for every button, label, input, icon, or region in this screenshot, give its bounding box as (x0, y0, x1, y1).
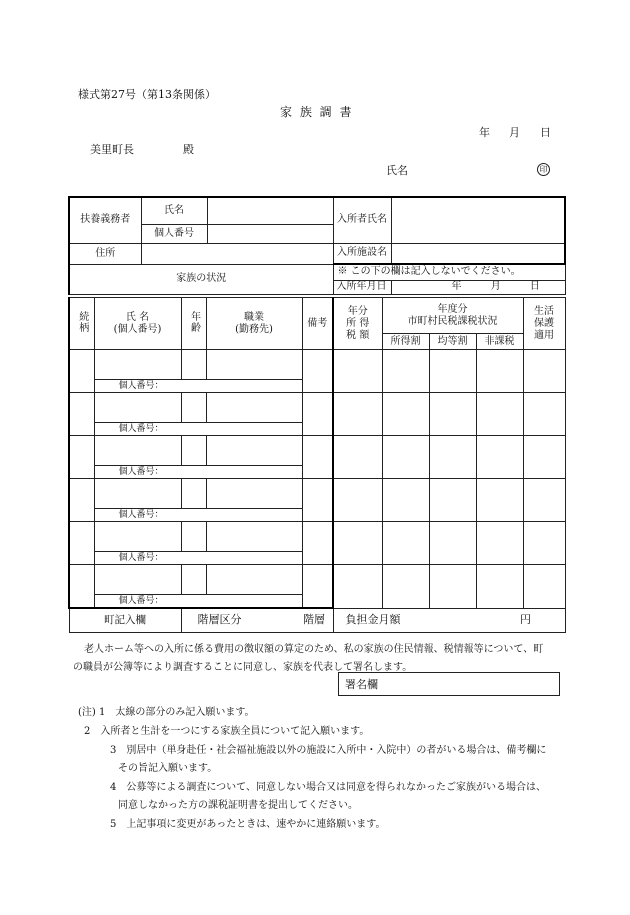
personal-number-cell[interactable]: 個人番号： (94, 595, 302, 609)
tax-equal-cell (429, 393, 476, 436)
municipal-tax-header: 年度分 市町村民税課税状況 (382, 298, 523, 334)
consent-line-1: 老人ホーム等への入所に係る費用の徴収額の算定のため、私の家族の住民情報、税情報等について、町 (84, 644, 544, 655)
admission-day-label: 日 (529, 281, 540, 292)
tax-income-cell (382, 479, 429, 522)
income-tax-cell (333, 522, 382, 565)
occupation-cell[interactable] (206, 393, 302, 423)
occupation-header: 職業 (勤務先) (206, 298, 302, 350)
note-3-continued: その旨記入願います。 (118, 763, 218, 774)
facility-name-field[interactable] (391, 243, 565, 264)
address-label: 住所 (69, 243, 141, 264)
tax-income-cell (382, 565, 429, 609)
name-cell[interactable] (94, 565, 181, 595)
income-tax-cell (333, 479, 382, 522)
age-header: 年齢 (181, 298, 206, 350)
personal-number-cell[interactable]: 個人番号： (94, 509, 302, 522)
supporter-label: 扶養義務者 (69, 197, 141, 243)
personal-number-cell[interactable]: 個人番号： (94, 380, 302, 393)
name-cell[interactable] (94, 479, 181, 509)
name-header: 氏 名 (個人番号) (94, 298, 181, 350)
signature-field[interactable] (338, 672, 560, 696)
tax-equal-cell (429, 436, 476, 479)
welfare-header: 生活 保護 適用 (523, 298, 565, 350)
tax-equal-cell (429, 479, 476, 522)
tax-income-cell (382, 436, 429, 479)
note-4: 4 公募等による調査について、同意しない場合又は同意を得られなかったご家族がいる場合は、 (110, 782, 546, 793)
welfare-cell (523, 522, 565, 565)
note-1: (注) 1 太線の部分のみ記入願います。 (78, 707, 255, 718)
name-cell[interactable] (94, 522, 181, 552)
tax-none-cell (476, 436, 523, 479)
income-tax-header: 年分 所 得 税 額 (333, 298, 382, 350)
family-table (68, 297, 566, 633)
remarks-header: 備考 (302, 298, 333, 350)
income-tax-cell (333, 393, 382, 436)
applicant-name-label: 氏名 (386, 164, 408, 177)
consent-line-2: の職員が公簿等により調査することに同意し、家族を代表して署名します。 (73, 662, 413, 673)
tax-equal-cell (429, 565, 476, 609)
age-cell[interactable] (181, 350, 206, 380)
welfare-cell (523, 479, 565, 522)
occupation-cell[interactable] (206, 565, 302, 595)
tax-income-cell (382, 393, 429, 436)
address-field[interactable] (141, 243, 333, 264)
applicant-table (68, 196, 566, 295)
tax-none-cell (476, 522, 523, 565)
admission-date-label: 入所年月日 (333, 280, 391, 294)
occupation-cell[interactable] (206, 479, 302, 509)
occupation-cell[interactable] (206, 350, 302, 380)
remarks-cell[interactable] (302, 522, 333, 565)
welfare-cell (523, 350, 565, 393)
town-use-label: 町記入欄 (69, 608, 181, 632)
tax-none-cell (476, 350, 523, 393)
tax-equal-cell (429, 522, 476, 565)
admission-year-label: 年 (451, 281, 462, 292)
relation-cell[interactable] (69, 565, 94, 609)
welfare-cell (523, 393, 565, 436)
yen-label: 円 (520, 613, 531, 626)
seal-mark: 印 (537, 163, 550, 176)
relation-cell[interactable] (69, 479, 94, 522)
supporter-number-label: 個人番号 (141, 224, 207, 243)
note-3: 3 別居中（単身赴任・社会福祉施設以外の施設に入所中・入院中）の者がいる場合は、備考欄に (110, 745, 547, 756)
relation-cell[interactable] (69, 522, 94, 565)
occupation-cell[interactable] (206, 522, 302, 552)
bracket-label: 階層区分 (197, 613, 242, 627)
note-5: 5 上記事項に変更があったときは、速やかに連絡願います。 (110, 819, 386, 830)
name-cell[interactable] (94, 350, 181, 380)
addressee: 美里町長 (90, 143, 134, 156)
remarks-cell[interactable] (302, 350, 333, 393)
remarks-cell[interactable] (302, 565, 333, 609)
form-number: 様式第27号（第13条関係） (78, 88, 216, 101)
income-tax-cell (333, 436, 382, 479)
resident-name-field[interactable] (391, 197, 565, 243)
remarks-cell[interactable] (302, 393, 333, 436)
facility-name-label: 入所施設名 (333, 243, 391, 264)
bracket-unit: 階層 (303, 613, 325, 627)
relation-cell[interactable] (69, 393, 94, 436)
admission-date-field (391, 280, 565, 294)
supporter-name-label: 氏名 (141, 197, 207, 224)
note-4-continued: 同意しなかった方の課税証明書を提出してください。 (118, 800, 358, 811)
tax-none-header: 非課税 (476, 334, 523, 350)
relation-header: 続柄 (69, 298, 94, 350)
tax-equal-cell (429, 350, 476, 393)
occupation-cell[interactable] (206, 436, 302, 466)
welfare-cell (523, 436, 565, 479)
document-title: 家 族 調 書 (280, 105, 354, 119)
age-cell[interactable] (181, 393, 206, 423)
tax-none-cell (476, 393, 523, 436)
date-month-label: 月 (509, 126, 520, 139)
age-cell[interactable] (181, 565, 206, 595)
note-2: 2 入所者と生計を一つにする家族全員について記入願います。 (84, 726, 370, 737)
resident-name-label: 入所者氏名 (333, 197, 391, 243)
age-cell[interactable] (181, 479, 206, 509)
personal-number-cell[interactable]: 個人番号： (94, 552, 302, 565)
tax-none-cell (476, 479, 523, 522)
relation-cell[interactable] (69, 350, 94, 393)
bracket-field (181, 608, 333, 632)
name-cell[interactable] (94, 436, 181, 466)
date-year-label: 年 (479, 126, 490, 139)
welfare-cell (523, 565, 565, 609)
monthly-charge-label: 負担金月額 (345, 613, 401, 626)
tax-none-cell (476, 565, 523, 609)
signature-label: 署名欄 (345, 678, 378, 691)
tax-equal-header: 均等割 (429, 334, 476, 350)
personal-number-cell[interactable]: 個人番号： (94, 466, 302, 479)
monthly-charge-field (333, 608, 565, 632)
supporter-number-field[interactable] (207, 224, 333, 243)
tax-income-header: 所得割 (382, 334, 429, 350)
date-day-label: 日 (540, 126, 551, 139)
family-status-label: 家族の状況 (69, 264, 333, 294)
supporter-name-field[interactable] (207, 197, 333, 224)
remarks-cell[interactable] (302, 479, 333, 522)
income-tax-cell (333, 350, 382, 393)
name-cell[interactable] (94, 393, 181, 423)
office-use-note: ※ この下の欄は記入しないでください。 (333, 264, 565, 280)
admission-month-label: 月 (490, 281, 501, 292)
age-cell[interactable] (181, 522, 206, 552)
income-tax-cell (333, 565, 382, 609)
age-cell[interactable] (181, 436, 206, 466)
remarks-cell[interactable] (302, 436, 333, 479)
honorific: 殿 (183, 143, 194, 156)
personal-number-cell[interactable]: 個人番号： (94, 423, 302, 436)
tax-income-cell (382, 350, 429, 393)
tax-income-cell (382, 522, 429, 565)
relation-cell[interactable] (69, 436, 94, 479)
